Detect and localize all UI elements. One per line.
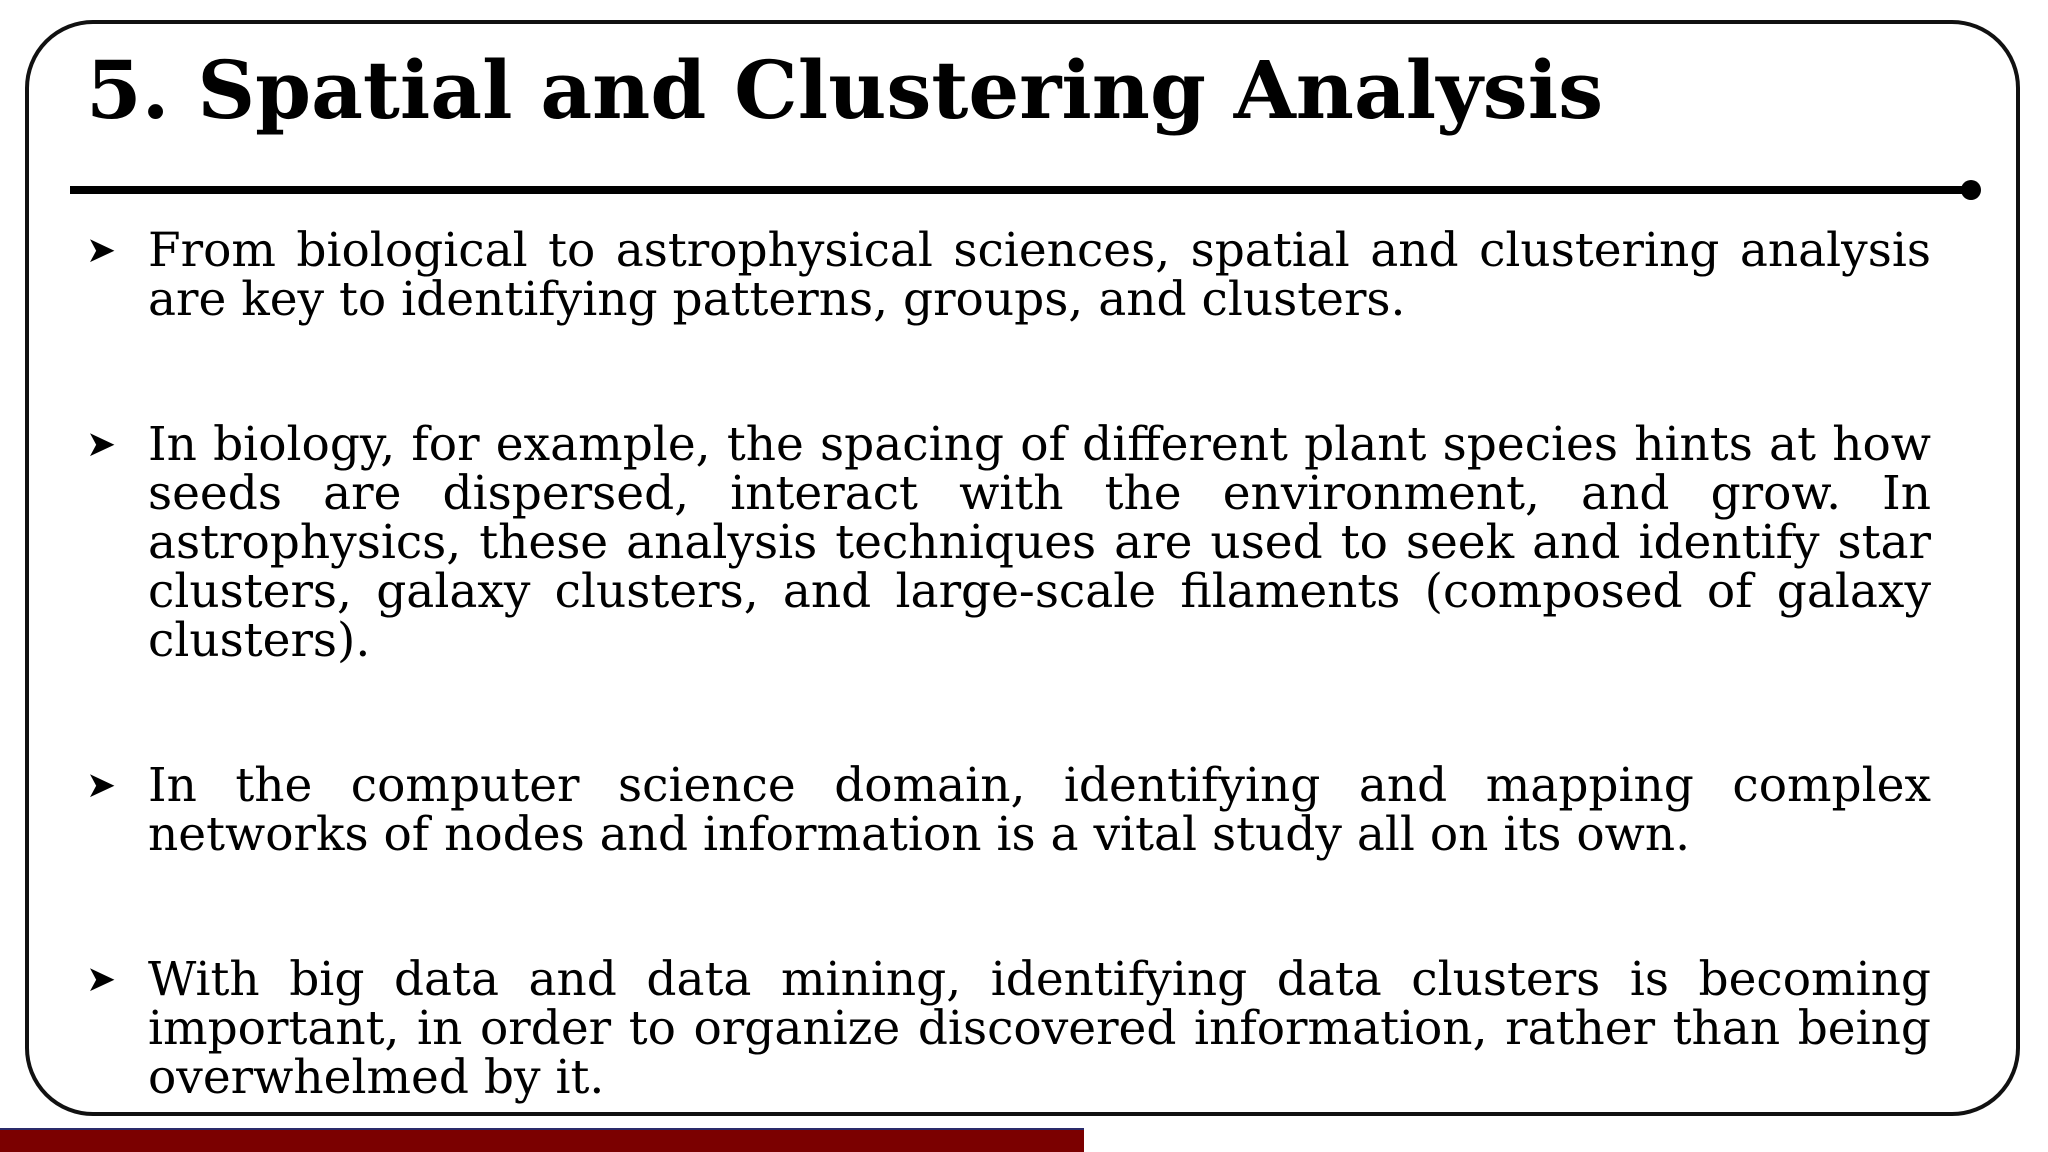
bullet-item [86,952,1931,1105]
bullet-text: From biological to astrophysical sciences, spatial and clustering analysis are key to identifying patterns, groups, and clusters. [148,223,1931,327]
arrowhead-bullet-icon: ➤ [86,765,117,806]
bullet-item [86,417,1931,668]
bullet-text: In the computer science domain, identifying and mapping complex networks of nodes and information is a vital study all on its own. [148,758,1931,862]
title-divider [70,186,1975,194]
arrowhead-bullet-icon: ➤ [86,959,117,1000]
bullet-item [86,223,1931,327]
divider-end-dot [1961,180,1981,200]
bullet-text: With big data and data mining, identifying data clusters is becoming important, in order to organize discovered information, rather than being overwhelmed by it. [148,952,1931,1105]
arrowhead-bullet-icon: ➤ [86,424,117,465]
footer-accent-bar [0,1128,1084,1152]
slide-title: 5. Spatial and Clustering Analysis [86,43,1604,137]
bullet-list [86,223,1931,1152]
bullet-text: In biology, for example, the spacing of different plant species hints at how seeds are dispersed, interact with the environment, and grow. In astrophysics, these analysis techniques are used to seek and identify star clusters, galaxy clusters, and large-scale filaments (composed of galaxy clusters). [148,417,1931,668]
arrowhead-bullet-icon: ➤ [86,230,117,271]
bullet-item [86,758,1931,862]
